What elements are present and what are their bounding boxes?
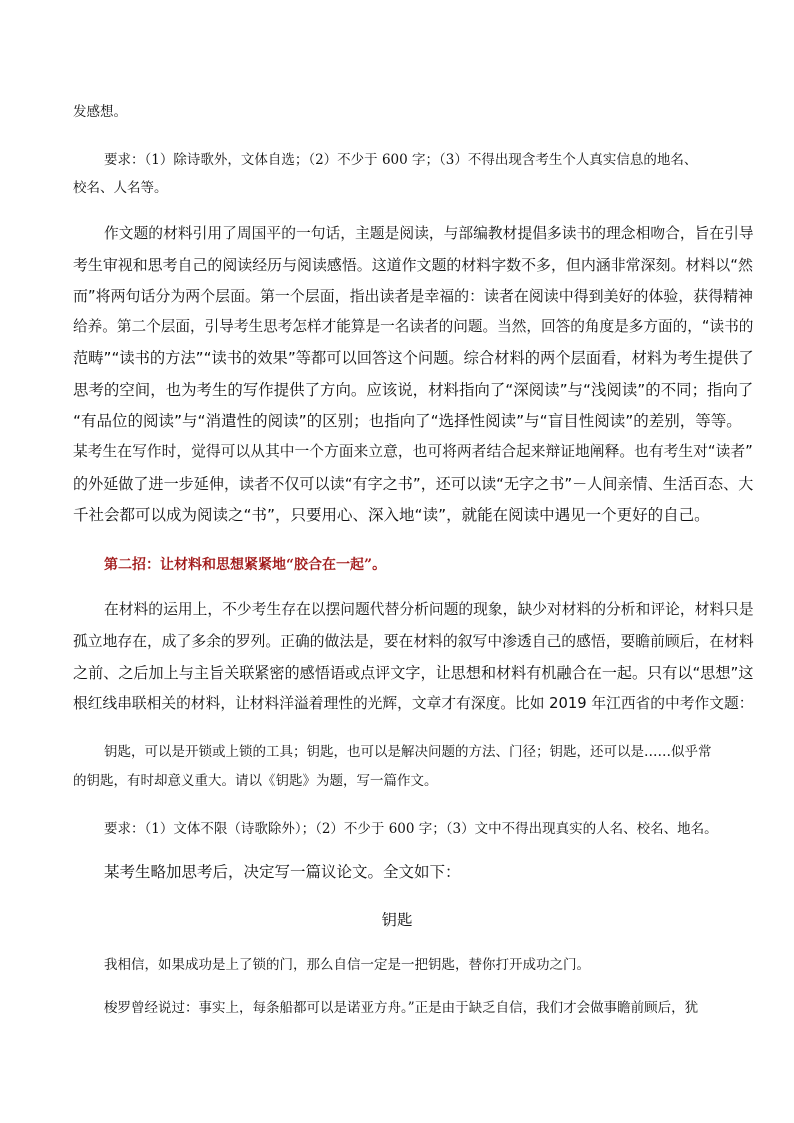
text-line: 考生审视和思考自己的阅读经历与阅读感悟。这道作文题的材料字数不多，但内涵非常深刻。材料以“然 xyxy=(73,256,753,274)
text-line: 思考的空间，也为考生的写作提供了方向。应该说，材料指向了“深阅读”与“浅阅读”的不同；指向了 xyxy=(73,381,754,399)
text-line: 给养。第二个层面，引导考生思考怎样才能算是一名读者的问题。当然，回答的角度是多方面的，“读书的 xyxy=(73,318,754,335)
essay-title: 钥匙 xyxy=(381,911,413,929)
text-line: 而”将两句话分为两个层面。第一个层面，指出读者是幸福的：读者在阅读中得到美好的体验，获得精神 xyxy=(73,287,753,305)
text-line: 的外延做了进一步延伸，读者不仅可以读“有字之书”，还可以读“无字之书”－人间亲情、生活百态、大 xyxy=(73,475,754,493)
text-line: 千社会都可以成为阅读之“书”，只要用心、深入地“读”，就能在阅读中遇见一个更好的自己。 xyxy=(73,506,710,524)
text-line: 作文题的材料引用了周国平的一句话，主题是阅读，与部编教材提倡多读书的理念相吻合，旨在引导 xyxy=(104,225,754,242)
text-line: 之前、之后加上与主旨关联紧密的感悟语或点评文字，让思想和材料有机融合在一起。只有以“思想”这 xyxy=(73,664,754,682)
text-line: 孤立地存在，成了多余的罗列。正确的做法是，要在材料的叙写中渗透自己的感悟，要瞻前顾后，在材料 xyxy=(73,633,754,650)
text-line: “有品位的阅读”与“消遣性的阅读”的区别；也指向了“选择性阅读”与“盲目性阅读”的差别，等等。 xyxy=(73,412,742,430)
text-line: 某考生在写作时，觉得可以从其中一个方面来立意，也可将两者结合起来辩证地阐释。也有考生对“读者” xyxy=(73,443,753,460)
text-line: 发感想。 xyxy=(73,104,127,120)
text-line: 某考生略加思考后，决定写一篇议论文。全文如下： xyxy=(104,863,461,881)
text-line: 的钥匙，有时却意义重大。请以《钥匙》为题，写一篇作文。 xyxy=(73,773,438,789)
text-line: 钥匙，可以是开锁或上锁的工具；钥匙，也可以是解决问题的方法、门径；钥匙，还可以是……似乎常 xyxy=(104,744,712,760)
text-line: 要求：（1）文体不限（诗歌除外）；（2）不少于 600 字；（3）文中不得出现真实的人名、校名、地名。 xyxy=(104,821,718,837)
text-line: 我相信，如果成功是上了锁的门，那么自信一定是一把钥匙，替你打开成功之门。 xyxy=(104,957,590,973)
text-line: 要求：（1）除诗歌外，文体自选；（2）不少于 600 字；（3）不得出现含考生个人真实信息的地名、 xyxy=(104,152,698,168)
text-line: 梭罗曾经说过：事实上，每条船都可以是诺亚方舟。”正是由于缺乏自信，我们才会做事瞻前顾后，犹 xyxy=(104,1000,699,1016)
text-line: 校名、人名等。 xyxy=(73,180,168,196)
section-heading: 第二招：让材料和思想紧紧地“胶合在一起”。 xyxy=(104,557,387,573)
text-line: 范畴”“读书的方法”“读书的效果”等都可以回答这个问题。综合材料的两个层面看，材料为考生提供了 xyxy=(73,349,754,367)
text-line: 在材料的运用上，不少考生存在以摆问题代替分析问题的现象，缺少对材料的分析和评论，材料只是 xyxy=(104,601,754,618)
text-line: 根红线串联相关的材料，让材料洋溢着理性的光辉，文章才有深度。比如 2019 年江西省的中考作文题： xyxy=(73,695,754,712)
